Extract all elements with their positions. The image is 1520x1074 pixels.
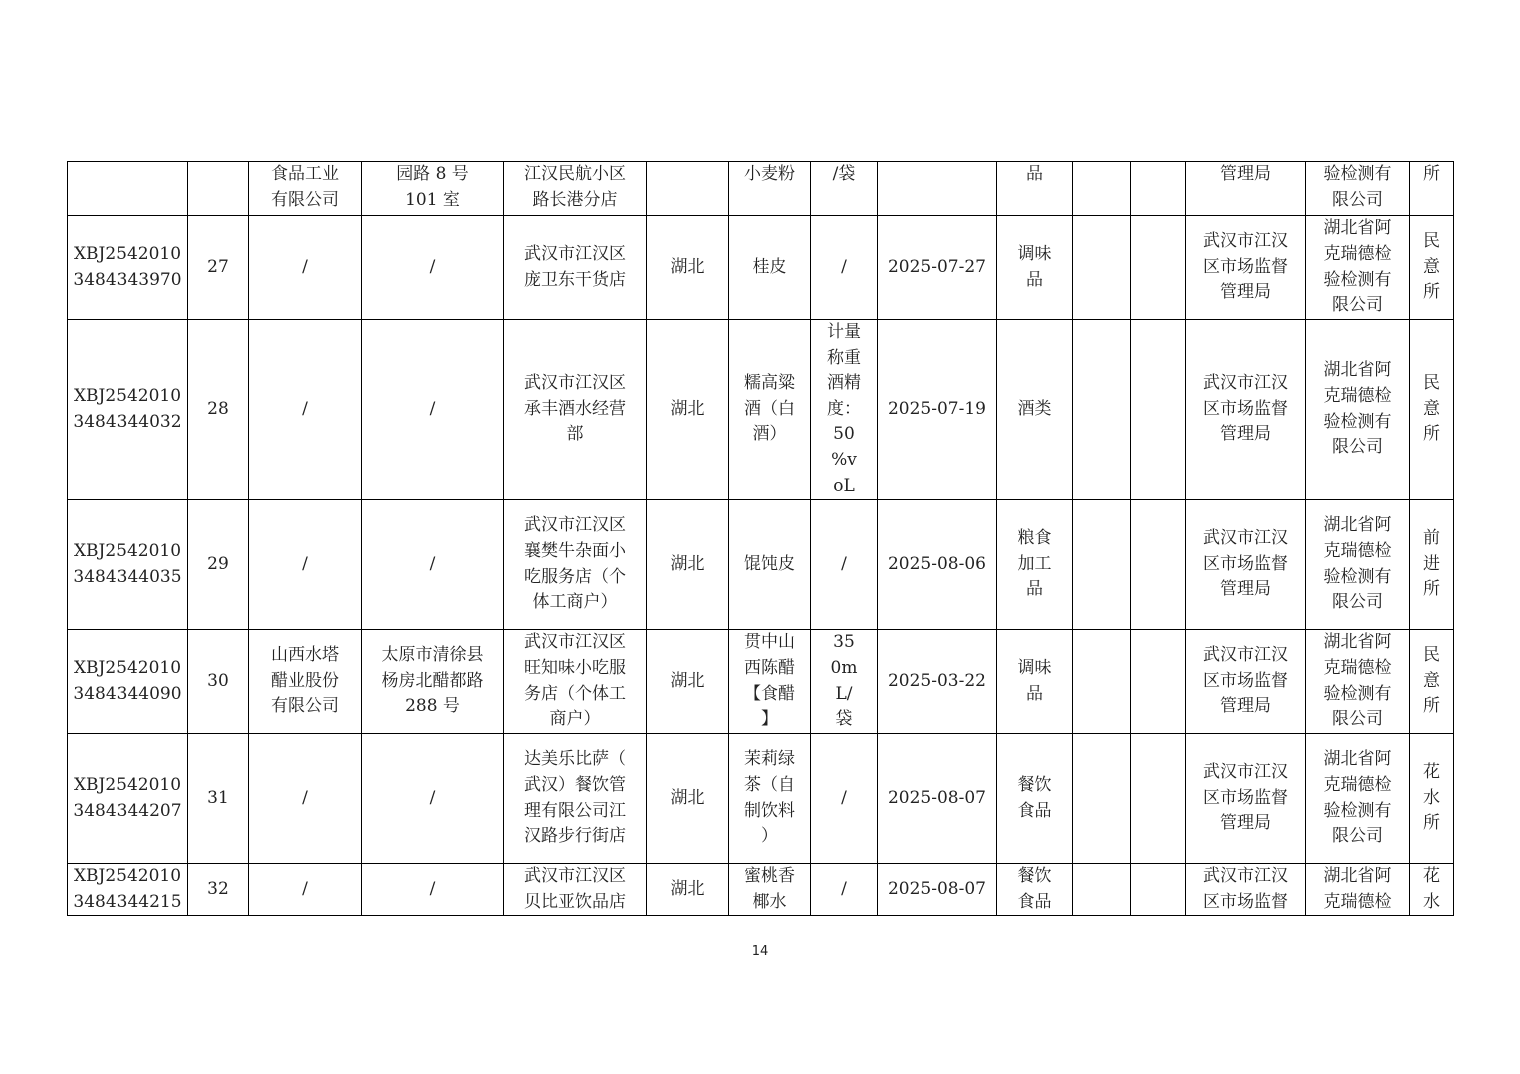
cell-manufacturer-address: / xyxy=(362,864,504,916)
cell-seq-no: 27 xyxy=(188,216,249,320)
page-number: 14 xyxy=(751,944,769,959)
cell-seq-no: 28 xyxy=(188,320,249,500)
cell-category: 粮食 加工 品 xyxy=(997,500,1073,630)
cell-owner-office: 民 意 所 xyxy=(1410,320,1454,500)
cell-sampled-unit: 武汉市江汉区 襄樊牛杂面小 吃服务店（个 体工商户） xyxy=(504,500,647,630)
cell-production-date: 2025-08-06 xyxy=(878,500,997,630)
cell-sample-id: XBJ2542010 3484344035 xyxy=(68,500,188,630)
cell-manufacturer: 山西水塔 醋业股份 有限公司 xyxy=(249,630,362,734)
cell-spec: / xyxy=(811,216,878,320)
cell-spec: 计量 称重 酒精 度： 50 %v oL xyxy=(811,320,878,500)
cell-seq-no: 32 xyxy=(188,864,249,916)
cell-food-name: 蜜桃香 椰水 xyxy=(729,864,811,916)
cell-inspection-agency: 湖北省阿 克瑞德检 xyxy=(1306,864,1410,916)
cell-task-source: 管理局 xyxy=(1186,162,1306,216)
cell-sampled-region xyxy=(647,162,729,216)
cell-sampled-unit: 武汉市江汉区 承丰酒水经营 部 xyxy=(504,320,647,500)
cell-sampled-region: 湖北 xyxy=(647,500,729,630)
cell-production-date: 2025-08-07 xyxy=(878,864,997,916)
table-row xyxy=(68,216,1454,320)
table-row xyxy=(68,630,1454,734)
cell-inspection-agency: 湖北省阿 克瑞德检 验检测有 限公司 xyxy=(1306,630,1410,734)
cell-task-source: 武汉市江汉 区市场监督 管理局 xyxy=(1186,630,1306,734)
cell-blank-a xyxy=(1073,216,1131,320)
cell-manufacturer: / xyxy=(249,216,362,320)
cell-sampled-region: 湖北 xyxy=(647,734,729,864)
cell-manufacturer-address: 园路 8 号 101 室 xyxy=(362,162,504,216)
cell-sampled-region: 湖北 xyxy=(647,864,729,916)
cell-food-name: 桂皮 xyxy=(729,216,811,320)
cell-blank-b xyxy=(1131,162,1186,216)
sampling-results-table xyxy=(67,161,1454,916)
cell-blank-a xyxy=(1073,630,1131,734)
cell-manufacturer: / xyxy=(249,500,362,630)
cell-inspection-agency: 验检测有 限公司 xyxy=(1306,162,1410,216)
cell-sampled-unit: 武汉市江汉区 旺知味小吃服 务店（个体工 商户） xyxy=(504,630,647,734)
table-row xyxy=(68,162,1454,216)
cell-blank-a xyxy=(1073,162,1131,216)
cell-blank-b xyxy=(1131,500,1186,630)
cell-task-source: 武汉市江汉 区市场监督 管理局 xyxy=(1186,500,1306,630)
cell-category: 餐饮 食品 xyxy=(997,734,1073,864)
cell-inspection-agency: 湖北省阿 克瑞德检 验检测有 限公司 xyxy=(1306,216,1410,320)
cell-manufacturer: 食品工业 有限公司 xyxy=(249,162,362,216)
cell-category: 酒类 xyxy=(997,320,1073,500)
cell-sampled-unit: 达美乐比萨（ 武汉）餐饮管 理有限公司江 汉路步行街店 xyxy=(504,734,647,864)
cell-blank-b xyxy=(1131,864,1186,916)
cell-manufacturer-address: / xyxy=(362,734,504,864)
cell-manufacturer-address: / xyxy=(362,500,504,630)
cell-inspection-agency: 湖北省阿 克瑞德检 验检测有 限公司 xyxy=(1306,320,1410,500)
cell-task-source: 武汉市江汉 区市场监督 管理局 xyxy=(1186,734,1306,864)
cell-owner-office: 民 意 所 xyxy=(1410,630,1454,734)
cell-seq-no: 30 xyxy=(188,630,249,734)
cell-manufacturer: / xyxy=(249,864,362,916)
cell-owner-office: 民 意 所 xyxy=(1410,216,1454,320)
cell-seq-no: 31 xyxy=(188,734,249,864)
cell-food-name: 糯高粱 酒（白 酒） xyxy=(729,320,811,500)
cell-blank-a xyxy=(1073,500,1131,630)
cell-sample-id: XBJ2542010 3484344032 xyxy=(68,320,188,500)
cell-owner-office: 花 水 所 xyxy=(1410,734,1454,864)
table-row xyxy=(68,500,1454,630)
cell-blank-a xyxy=(1073,864,1131,916)
cell-spec: 35 0m L/ 袋 xyxy=(811,630,878,734)
cell-sample-id: XBJ2542010 3484344215 xyxy=(68,864,188,916)
cell-category: 调味 品 xyxy=(997,630,1073,734)
cell-manufacturer: / xyxy=(249,734,362,864)
cell-category: 调味 品 xyxy=(997,216,1073,320)
cell-manufacturer-address: 太原市清徐县 杨房北醋都路 288 号 xyxy=(362,630,504,734)
cell-inspection-agency: 湖北省阿 克瑞德检 验检测有 限公司 xyxy=(1306,500,1410,630)
cell-sampled-unit: 武汉市江汉区 贝比亚饮品店 xyxy=(504,864,647,916)
cell-task-source: 武汉市江汉 区市场监督 xyxy=(1186,864,1306,916)
cell-sample-id: XBJ2542010 3484344090 xyxy=(68,630,188,734)
cell-task-source: 武汉市江汉 区市场监督 管理局 xyxy=(1186,320,1306,500)
cell-inspection-agency: 湖北省阿 克瑞德检 验检测有 限公司 xyxy=(1306,734,1410,864)
cell-production-date: 2025-03-22 xyxy=(878,630,997,734)
cell-blank-a xyxy=(1073,320,1131,500)
table-row xyxy=(68,864,1454,916)
cell-sampled-region: 湖北 xyxy=(647,216,729,320)
cell-production-date: 2025-07-27 xyxy=(878,216,997,320)
cell-food-name: 贯中山 西陈醋 【食醋 】 xyxy=(729,630,811,734)
cell-production-date: 2025-07-19 xyxy=(878,320,997,500)
cell-sampled-unit: 武汉市江汉区 庞卫东干货店 xyxy=(504,216,647,320)
cell-manufacturer-address: / xyxy=(362,320,504,500)
cell-owner-office: 前 进 所 xyxy=(1410,500,1454,630)
cell-blank-b xyxy=(1131,630,1186,734)
cell-task-source: 武汉市江汉 区市场监督 管理局 xyxy=(1186,216,1306,320)
cell-category: 品 xyxy=(997,162,1073,216)
table-row xyxy=(68,320,1454,500)
cell-sampled-region: 湖北 xyxy=(647,630,729,734)
cell-sample-id xyxy=(68,162,188,216)
cell-food-name: 小麦粉 xyxy=(729,162,811,216)
cell-production-date: 2025-08-07 xyxy=(878,734,997,864)
cell-sampled-region: 湖北 xyxy=(647,320,729,500)
cell-seq-no xyxy=(188,162,249,216)
cell-sample-id: XBJ2542010 3484343970 xyxy=(68,216,188,320)
cell-food-name: 馄饨皮 xyxy=(729,500,811,630)
cell-food-name: 茉莉绿 茶（自 制饮料 ） xyxy=(729,734,811,864)
cell-manufacturer-address: / xyxy=(362,216,504,320)
cell-blank-a xyxy=(1073,734,1131,864)
cell-spec: / xyxy=(811,500,878,630)
cell-seq-no: 29 xyxy=(188,500,249,630)
cell-owner-office: 所 xyxy=(1410,162,1454,216)
cell-blank-b xyxy=(1131,320,1186,500)
cell-spec: / xyxy=(811,734,878,864)
cell-spec: / xyxy=(811,864,878,916)
cell-owner-office: 花 水 xyxy=(1410,864,1454,916)
cell-blank-b xyxy=(1131,216,1186,320)
table-row xyxy=(68,734,1454,864)
cell-spec: /袋 xyxy=(811,162,878,216)
cell-blank-b xyxy=(1131,734,1186,864)
cell-manufacturer: / xyxy=(249,320,362,500)
cell-sample-id: XBJ2542010 3484344207 xyxy=(68,734,188,864)
cell-sampled-unit: 江汉民航小区 路长港分店 xyxy=(504,162,647,216)
cell-production-date xyxy=(878,162,997,216)
cell-category: 餐饮 食品 xyxy=(997,864,1073,916)
